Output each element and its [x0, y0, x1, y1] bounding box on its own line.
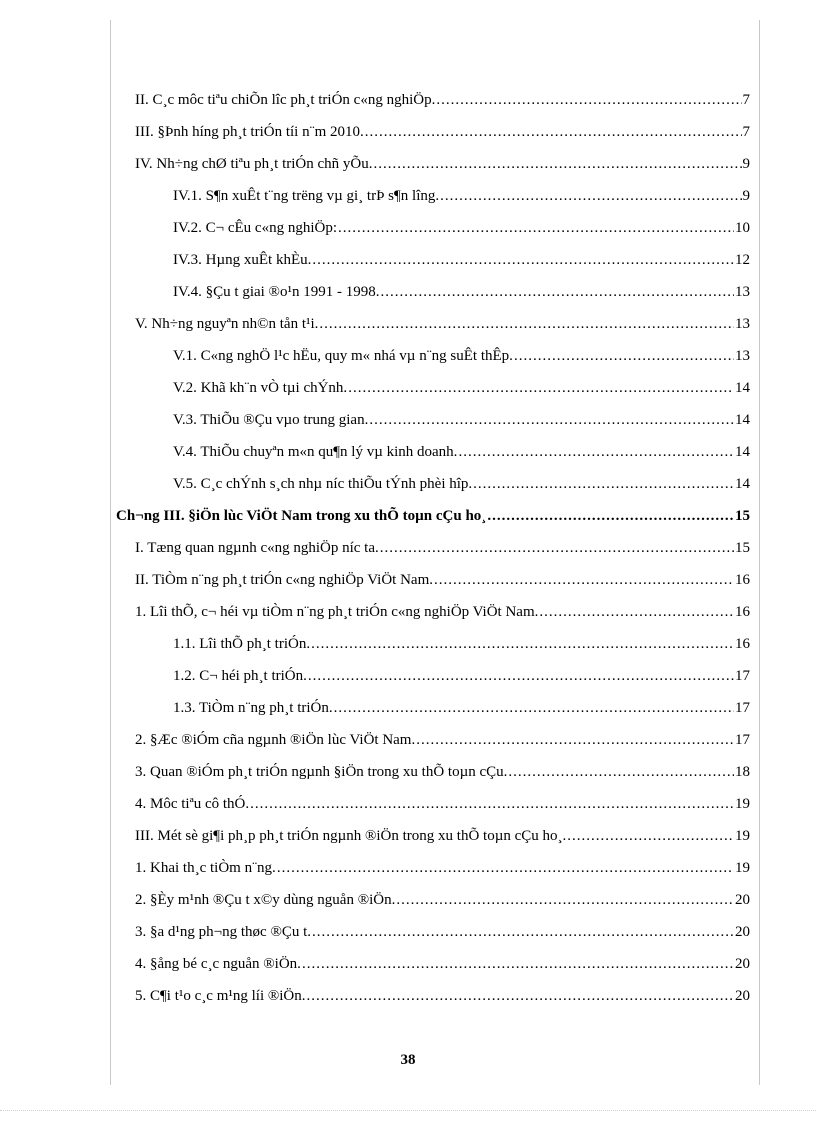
toc-leader: [380, 282, 734, 302]
toc-leader: [436, 90, 741, 110]
toc-leader: [514, 346, 734, 366]
toc-leader: [458, 442, 734, 462]
toc-leader: [319, 314, 734, 334]
toc-leader: [307, 986, 734, 1006]
toc-leader: [334, 698, 734, 718]
toc-entry-page: 15: [735, 508, 750, 524]
toc-entry: [173, 282, 750, 302]
toc-entry-page: 17: [735, 700, 750, 716]
toc-leader: [473, 474, 734, 494]
page-number: 38: [400, 1052, 416, 1068]
toc-leader: [308, 666, 734, 686]
toc-entry-page: 15: [735, 540, 750, 556]
toc-entry-page: 9: [742, 156, 750, 172]
toc-leader: [348, 378, 734, 398]
toc-leader: [416, 730, 734, 750]
toc-entry-text: 4. Môc tiªu cô thÓ.: [135, 796, 250, 812]
toc-leader: [374, 154, 742, 174]
toc-entry: [135, 570, 750, 590]
toc-entry-text: 4. §ång bé c¸c nguån ®iÖn.: [135, 956, 301, 972]
toc-entry-text: 1.3. TiÒm n¨ng ph¸t triÓn.: [173, 700, 333, 716]
toc-entry-text: 3. §a d¹ng ph¬ng thøc ®Çu t.: [135, 924, 312, 940]
toc-entry: [135, 858, 750, 878]
toc-leader: [369, 410, 734, 430]
toc-entry-text: 1. Lîi thÕ, c¬ héi vµ tiÒm n¨ng ph¸t triÓn c«ng nghiÖp ViÖt Nam.: [135, 604, 539, 620]
toc-entry: [135, 122, 750, 142]
toc-entry-text: 1.1. Lîi thÕ ph¸t triÓn.: [173, 636, 311, 652]
toc-leader: [434, 570, 734, 590]
toc-entry-page: 7: [742, 124, 750, 140]
toc-entry-text: 2. §Èy m¹nh ®Çu t x©y dùng nguån ®iÖn.: [135, 892, 396, 908]
toc-entry-page: 13: [735, 284, 750, 300]
toc-entry-page: 20: [735, 924, 750, 940]
toc-entry-text: 2. §Æc ®iÓm cña ngµnh ®iÖn lùc ViÖt Nam.: [135, 732, 416, 748]
toc-entry: [135, 154, 750, 174]
toc-entry: [135, 314, 750, 334]
toc-entry-page: 16: [735, 604, 750, 620]
toc-entry-text: 1.2. C¬ héi ph¸t triÓn.: [173, 668, 307, 684]
toc-entry-page: 16: [735, 572, 750, 588]
toc-entry: [173, 378, 750, 398]
toc-entry-page: 17: [735, 732, 750, 748]
toc-entry: [173, 442, 750, 462]
toc-entry-text: IV.2. C¬ cÊu c«ng nghiÖp:: [173, 220, 338, 236]
toc-entry-page: 17: [735, 668, 750, 684]
toc-entry-text: IV.3. Hµng xuÊt khÈu.: [173, 252, 312, 268]
toc-entry-text: IV. Nh÷ng chØ tiªu ph¸t triÓn chñ yÕu.: [135, 156, 373, 172]
toc-entry-page: 14: [735, 444, 750, 460]
toc-leader: [338, 218, 734, 238]
toc-entry-page: 19: [735, 860, 750, 876]
toc-entry: [135, 90, 750, 110]
toc-entry: [135, 954, 750, 974]
toc-leader: [302, 954, 734, 974]
toc-entry-text: V.5. C¸c chÝnh s¸ch nhµ níc thiÕu tÝnh phèi hîp.: [173, 476, 473, 492]
toc-entry: [135, 826, 750, 846]
toc-leader: [365, 122, 742, 142]
toc-entry: [135, 922, 750, 942]
toc-entry-text: 3. Quan ®iÓm ph¸t triÓn ngµnh §iÖn trong xu thÕ toµn cÇu.: [135, 764, 508, 780]
toc-entry: [135, 762, 750, 782]
toc-leader: [312, 250, 734, 270]
toc-leader: [311, 634, 734, 654]
toc-entry-page: 14: [735, 412, 750, 428]
toc-entry-text: 1. Khai th¸c tiÒm n¨ng.: [135, 860, 276, 876]
toc-entry-text: V.2. Khã kh¨n vÒ tµi chÝnh.: [173, 380, 348, 396]
toc-entry-page: 10: [735, 220, 750, 236]
toc-entry-text: II. C¸c môc tiªu chiÕn lîc ph¸t triÓn c«ng nghiÖp.: [135, 92, 436, 108]
toc-entry-text: IV.4. §Çu t giai ®o¹n 1991 - 1998.: [173, 284, 380, 300]
toc-entry-page: 19: [735, 796, 750, 812]
toc-entry: [135, 794, 750, 814]
toc-leader: [380, 538, 734, 558]
toc-entry-page: 18: [735, 764, 750, 780]
toc-entry: [135, 538, 750, 558]
toc-leader: [487, 506, 734, 526]
toc-leader: [250, 794, 734, 814]
toc-leader: [312, 922, 734, 942]
toc-entry: [173, 186, 750, 206]
toc-entry-page: 7: [742, 92, 750, 108]
toc-entry-text: 5. C¶i t¹o c¸c m¹ng líi ®iÖn.: [135, 988, 306, 1004]
toc-entry-text: II. TiÒm n¨ng ph¸t triÓn c«ng nghiÖp ViÖt Nam.: [135, 572, 433, 588]
toc-entry: [173, 410, 750, 430]
toc-entry: [173, 346, 750, 366]
toc-entry-text: IV.1. S¶n xuÊt t¨ng trëng vµ gi¸ trÞ s¶n lîng.: [173, 188, 440, 204]
toc-chapter-entry: [116, 506, 750, 526]
toc-entry-text: III. Mét sè gi¶i ph¸p ph¸t triÓn ngµnh ®iÖn trong xu thÕ toµn cÇu ho¸.: [135, 828, 567, 844]
toc-leader: [567, 826, 734, 846]
toc-entry-page: 19: [735, 828, 750, 844]
toc-entry: [135, 730, 750, 750]
toc-entry-page: 16: [735, 636, 750, 652]
toc-entry: [173, 218, 750, 238]
toc-entry: [135, 602, 750, 622]
toc-entry-page: 20: [735, 956, 750, 972]
toc-entry-page: 20: [735, 892, 750, 908]
toc-entry-page: 20: [735, 988, 750, 1004]
toc-entry-page: 9: [742, 188, 750, 204]
toc-entry-page: 14: [735, 476, 750, 492]
toc-leader: [539, 602, 734, 622]
toc-entry-page: 13: [735, 316, 750, 332]
toc-entry: [173, 666, 750, 686]
toc-entry-text: V.4. ThiÕu chuyªn m«n qu¶n lý vµ kinh doanh.: [173, 444, 458, 460]
toc-entry-text: I. Tæng quan ngµnh c«ng nghiÖp níc ta.: [135, 540, 379, 556]
toc-entry: [173, 474, 750, 494]
toc-leader: [396, 890, 734, 910]
toc-entry: [135, 986, 750, 1006]
toc-entry-text: V. Nh÷ng nguyªn nh©n tån t¹i.: [135, 316, 319, 332]
toc-leader: [508, 762, 734, 782]
page-bottom-border: [0, 1110, 816, 1111]
toc-entry-text: III. §Þnh híng ph¸t triÓn tíi n¨m 2010.: [135, 124, 364, 140]
toc-entry-text: V.1. C«ng nghÖ l¹c hËu, quy m« nhá vµ n¨ng suÊt thÊp.: [173, 348, 513, 364]
toc-entry: [173, 250, 750, 270]
toc-entry-text: Ch¬ng III. §iÖn lùc ViÖt Nam trong xu thÕ toµn cÇu ho¸: [116, 508, 487, 524]
toc-leader: [277, 858, 734, 878]
toc-entry-page: 14: [735, 380, 750, 396]
toc-entry: [135, 890, 750, 910]
toc-entry: [173, 698, 750, 718]
toc-entry: [173, 634, 750, 654]
toc-entry-text: V.3. ThiÕu ®Çu vµo trung gian.: [173, 412, 369, 428]
toc-leader: [440, 186, 741, 206]
toc-entry-page: 13: [735, 348, 750, 364]
toc-entry-page: 12: [735, 252, 750, 268]
